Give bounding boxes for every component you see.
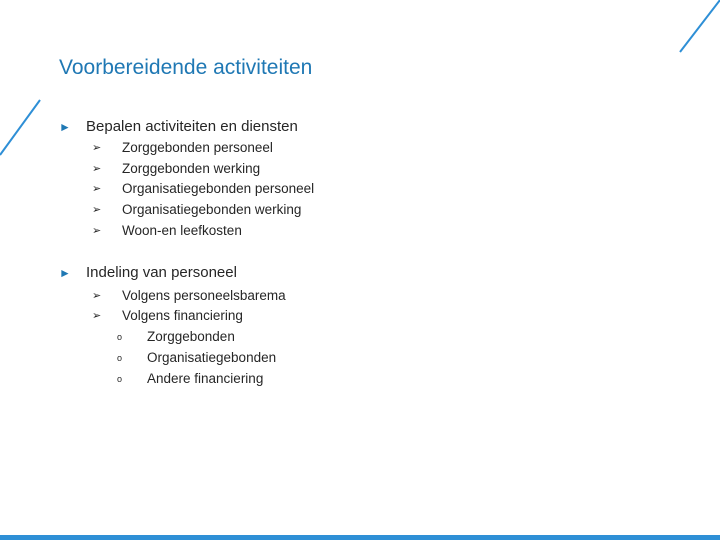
list-item-label: Organisatiegebonden personeel: [122, 181, 315, 196]
sub-list-item-label: Organisatiegebonden: [147, 350, 277, 365]
sub-list-item-label: Zorggebonden: [147, 329, 235, 344]
slide-title: Voorbereidende activiteiten: [59, 56, 313, 79]
list-item: [92, 140, 273, 155]
sub-list-item: [117, 350, 276, 365]
circle-bullet: o: [117, 373, 123, 384]
list-item-label: Volgens financiering: [122, 308, 243, 323]
section-label: Indeling van personeel: [86, 264, 237, 281]
triangle-bullet-icon: ►: [59, 119, 71, 134]
sub-list-item: [117, 329, 235, 344]
right-accent-line: [680, 0, 720, 52]
list-item: [92, 181, 314, 196]
list-item-label: Woon-en leefkosten: [122, 223, 242, 238]
sub-list-item: [117, 371, 263, 386]
list-item: [92, 288, 286, 303]
list-item: [92, 223, 242, 238]
left-accent-line: [0, 100, 40, 155]
list-item: [92, 308, 243, 323]
arrowhead-bullet-icon: ➢: [92, 163, 102, 175]
arrowhead-bullet-icon: ➢: [92, 290, 102, 302]
circle-bullet: o: [117, 352, 123, 363]
list-item: [92, 202, 301, 217]
sub-list-item-label: Andere financiering: [147, 371, 264, 386]
arrowhead-bullet-icon: ➢: [92, 204, 102, 216]
list-item-label: Zorggebonden personeel: [122, 140, 273, 155]
list-item: [92, 161, 260, 176]
list-item-label: Zorggebonden werking: [122, 161, 261, 176]
arrowhead-bullet-icon: ➢: [92, 225, 102, 237]
circle-bullet: o: [117, 331, 123, 342]
section-label: Bepalen activiteiten en diensten: [86, 118, 298, 135]
bottom-accent-bar: [0, 535, 720, 540]
arrowhead-bullet-icon: ➢: [92, 142, 102, 154]
arrowhead-bullet-icon: ➢: [92, 310, 102, 322]
list-item-label: Organisatiegebonden werking: [122, 202, 302, 217]
section-bullet-activities: [59, 118, 298, 135]
arrowhead-bullet-icon: ➢: [92, 183, 102, 195]
triangle-bullet-icon: ►: [59, 265, 71, 280]
list-item-label: Volgens personeelsbarema: [122, 288, 286, 303]
section-bullet-personnel: [59, 264, 237, 281]
